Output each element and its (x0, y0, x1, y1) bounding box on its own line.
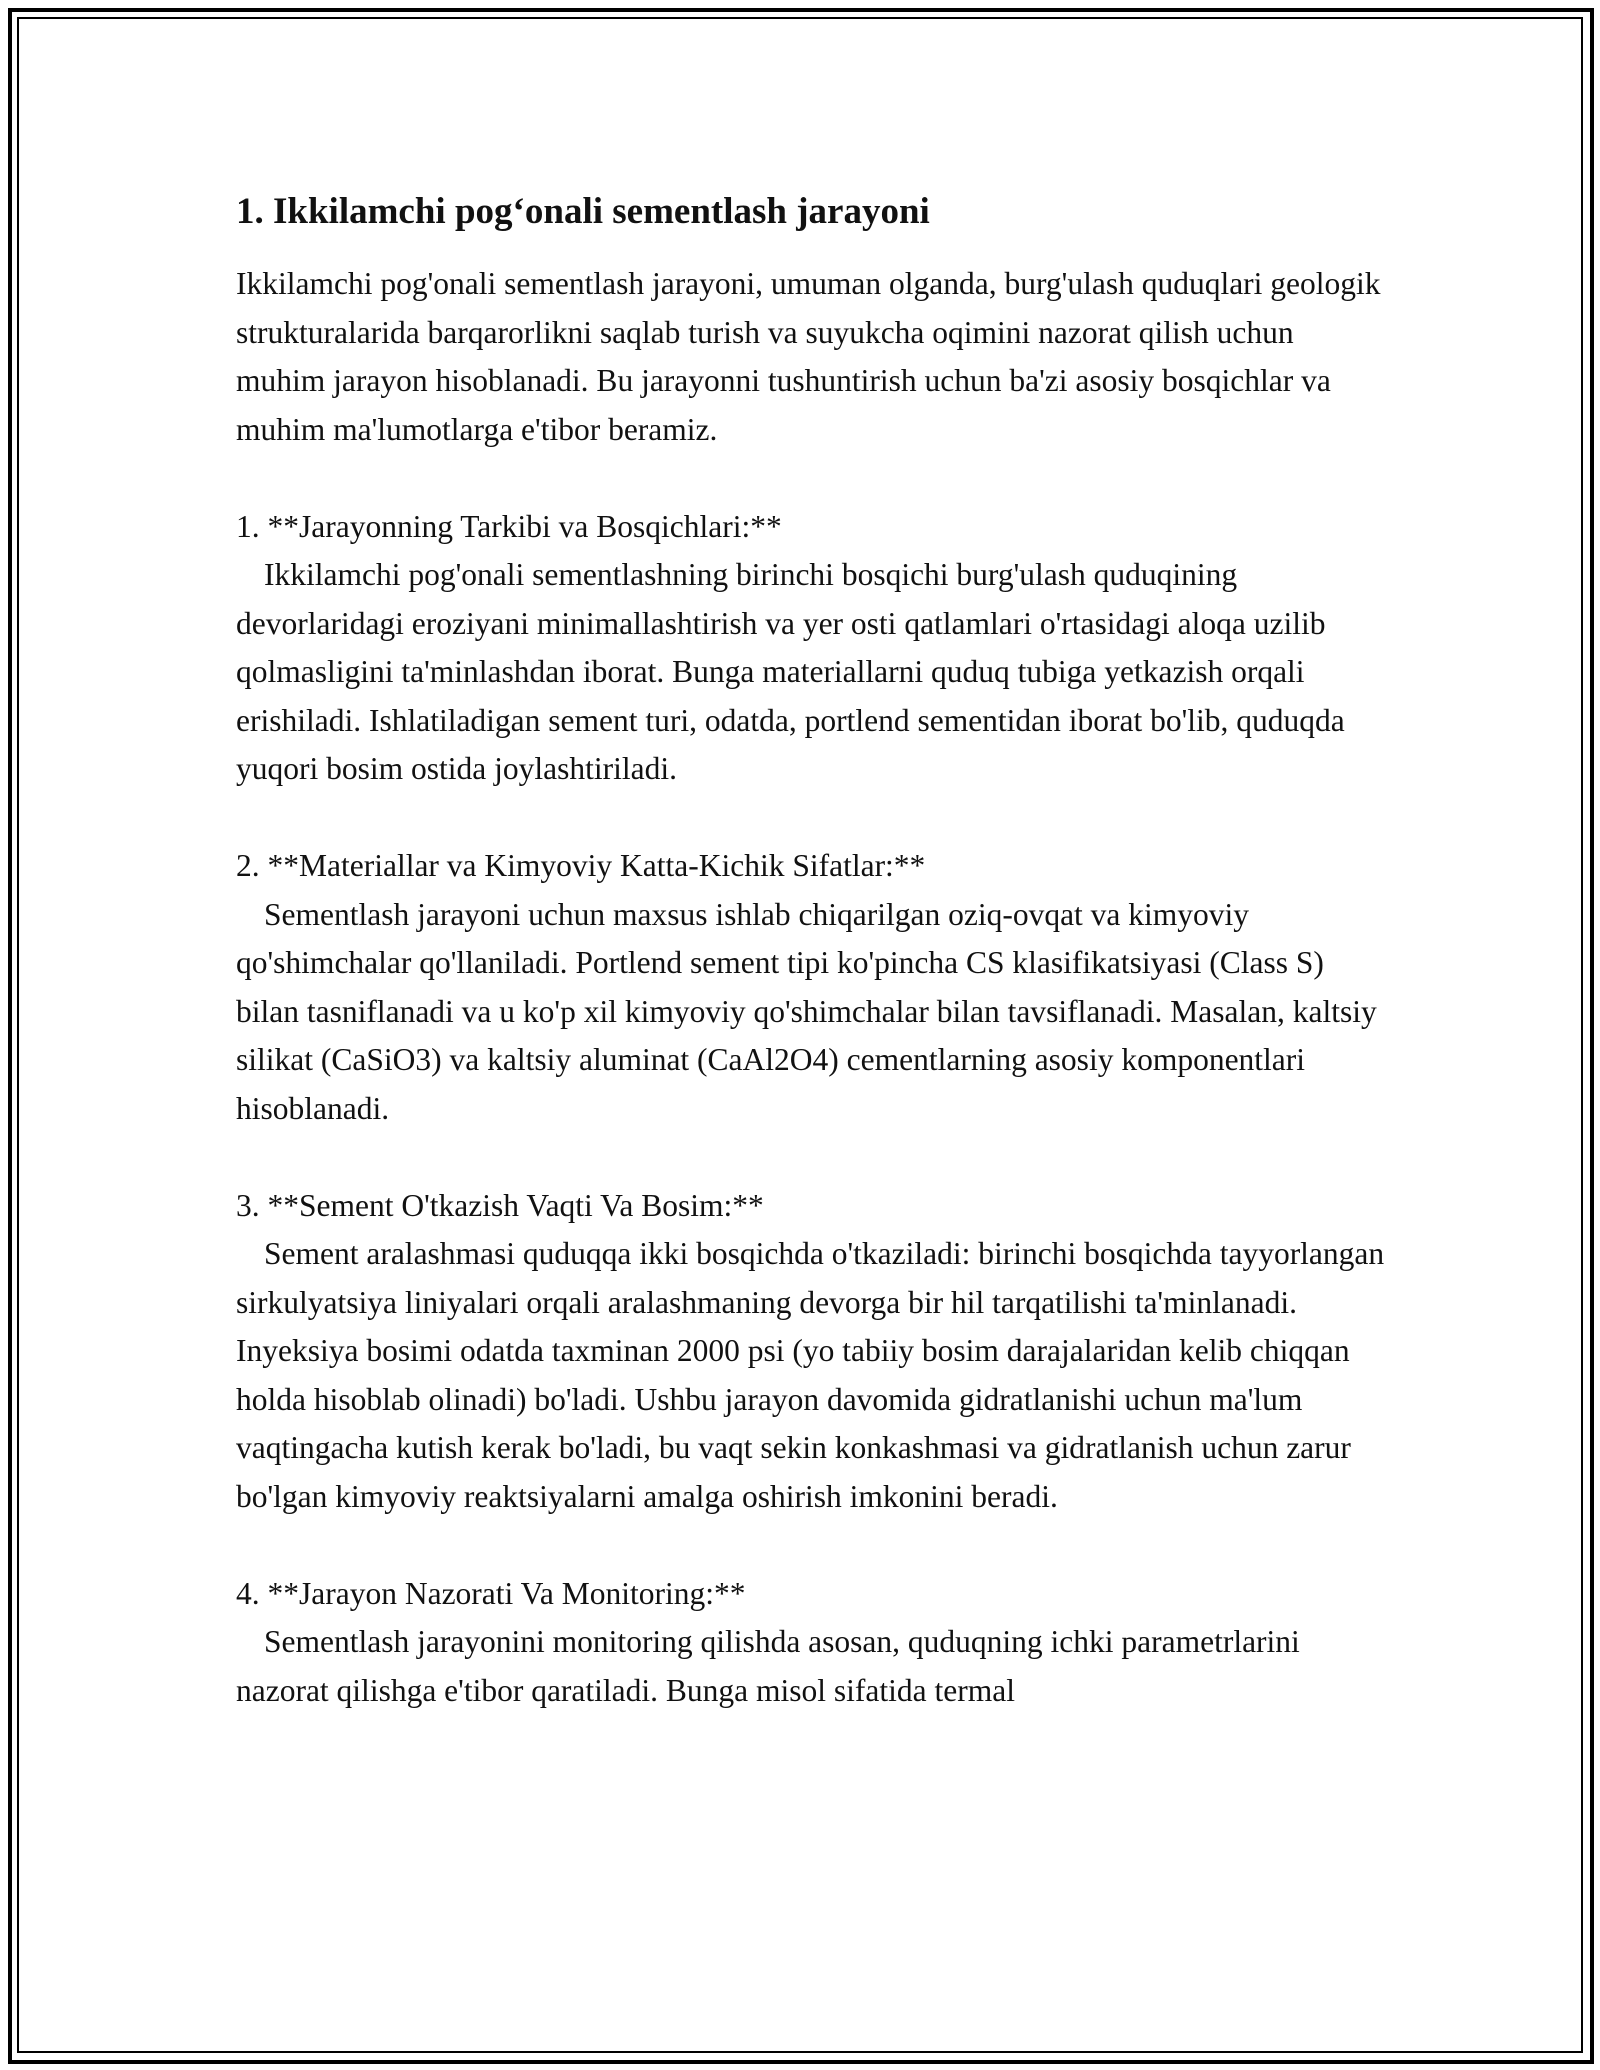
section-heading: 2. **Materiallar va Kimyoviy Katta-Kichik Sifatlar:** (236, 848, 926, 883)
document-body (236, 188, 1386, 1715)
section-body: Sement aralashmasi quduqqa ikki bosqichda o'tkaziladi: birinchi bosqichda tayyorlangan sirkulyatsiya liniyalari orqali aralashmaning devorga bir hil tarqatilishi ta'minlanadi. Inyeksiya bosimi odatda taxminan 2000 psi (yo tabiiy bosim darajalaridan kelib chiqqan holda hisoblab olinadi) bo'ladi. Ushbu jarayon davomida gidratlanishi uchun ma'lum vaqtingacha kutish kerak bo'ladi, bu vaqt sekin konkashmasi va gidratlanish uchun zarur bo'lgan kimyoviy reaktsiyalarni amalga oshirish imkonini beradi. (236, 1236, 1385, 1514)
section-materials-and-chemistry (236, 842, 1386, 1133)
section-heading: 3. **Sement O'tkazish Vaqti Va Bosim:** (236, 1187, 764, 1223)
section-heading: 4. **Jarayon Nazorati Va Monitoring:** (236, 1575, 746, 1611)
section-control-and-monitoring (236, 1570, 1386, 1716)
section-body: Sementlash jarayoni uchun maxsus ishlab chiqarilgan oziq-ovqat va kimyoviy qo'shimchalar qo'llaniladi. Portlend sement tipi ko'pincha CS klasifikatsiyasi (Class S) bilan tasniflanadi va u ko'p xil kimyoviy qo'shimchalar bilan tavsiflanadi. Masalan, kaltsiy silikat (CaSiO3) va kaltsiy aluminat (CaAl2O4) cementlarning asosiy komponentlari hisoblanadi. (236, 896, 1377, 1126)
page-title: 1. Ikkilamchi pog‘onali sementlash jarayoni (236, 191, 930, 232)
intro-paragraph: Ikkilamchi pog'onali sementlash jarayoni, umuman olganda, burg'ulash quduqlari geologik strukturalarida barqarorlikni saqlab turish va suyukcha oqimini nazorat qilish uchun muhim jarayon hisoblanadi. Bu jarayonni tushuntirish uchun ba'zi asosiy bosqichlar va muhim ma'lumotlarga e'tibor beramiz. (236, 266, 1381, 447)
section-body: Ikkilamchi pog'onali sementlashning birinchi bosqichi burg'ulash quduqining devorlaridagi eroziyani minimallashtirish va yer osti qatlamlari o'rtasidagi aloqa uzilib qolmasligini ta'minlashdan iborat. Bunga materiallarni quduq tubiga yetkazish orqali erishiladi. Ishlatiladigan sement turi, odatda, portlend sementidan iborat bo'lib, quduqda yuqori bosim ostida joylashtiriladi. (236, 557, 1345, 786)
section-body: Sementlash jarayonini monitoring qilishda asosan, quduqning ichki parametrlarini nazorat qilishga e'tibor qaratiladi. Bunga misol sifatida termal (236, 1624, 1300, 1708)
section-composition-and-stages (236, 503, 1386, 794)
section-time-and-pressure (236, 1182, 1386, 1522)
section-heading: 1. **Jarayonning Tarkibi va Bosqichlari:** (236, 508, 782, 544)
